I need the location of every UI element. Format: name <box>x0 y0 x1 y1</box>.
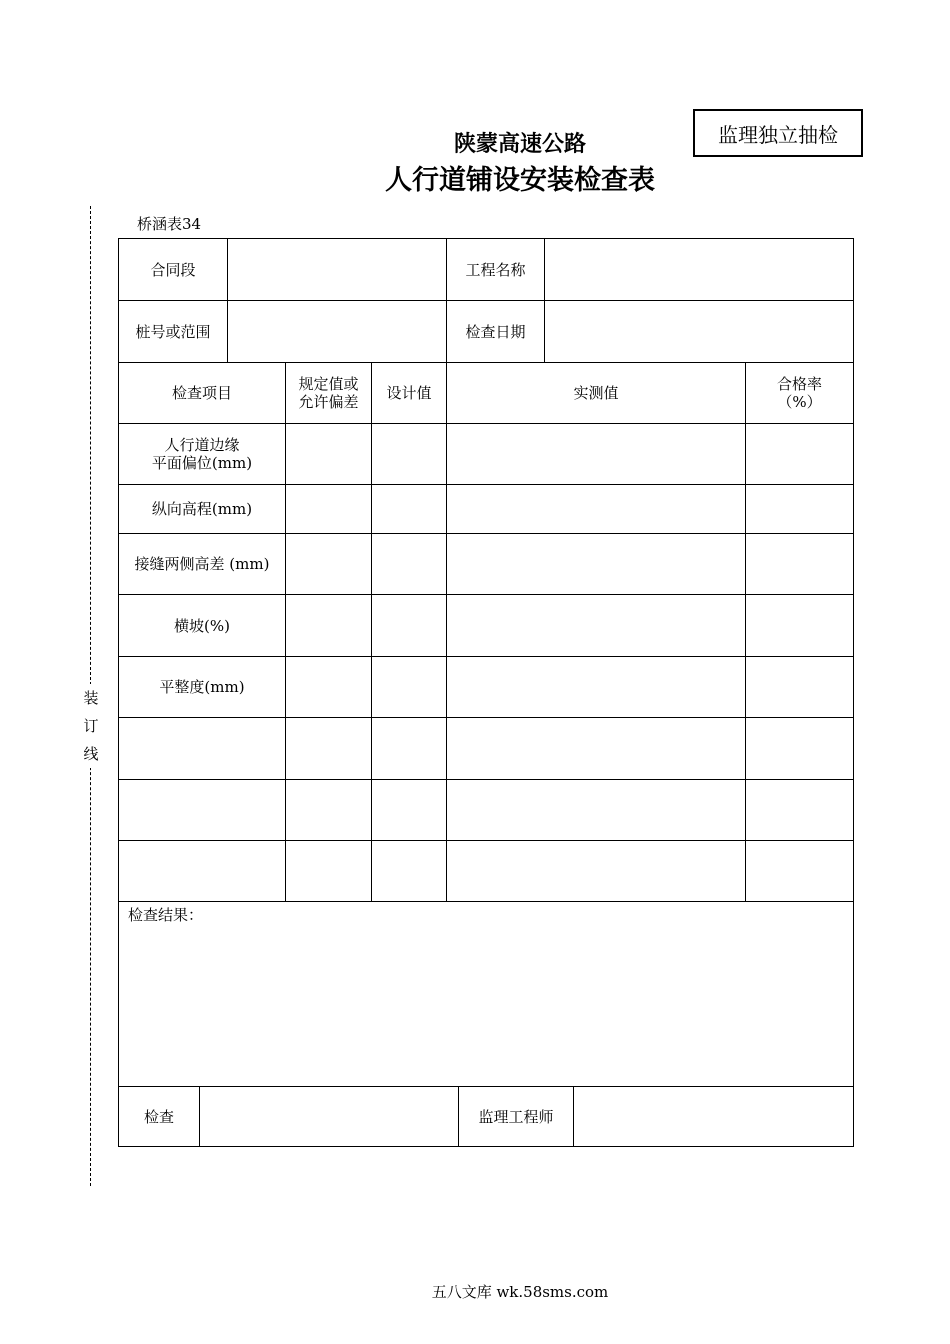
row-item-line1: 平整度(mm) <box>159 678 245 696</box>
row-design[interactable] <box>371 779 446 840</box>
row-tolerance[interactable] <box>285 533 371 594</box>
row-item <box>118 656 285 717</box>
row-design[interactable] <box>371 840 446 901</box>
row-pass-rate[interactable] <box>745 484 853 533</box>
row-pass-rate[interactable] <box>745 423 853 484</box>
row-pass-rate[interactable] <box>745 779 853 840</box>
row-design[interactable] <box>371 594 446 656</box>
contract-label: 合同段 <box>118 238 227 300</box>
inspection-date-field[interactable] <box>544 300 853 362</box>
row-measured[interactable] <box>446 484 745 533</box>
row-tolerance[interactable] <box>285 717 371 779</box>
supervision-stamp: 监理独立抽检 <box>693 109 863 157</box>
row-design[interactable] <box>371 423 446 484</box>
col-header-pass-rate <box>745 362 853 423</box>
table-bottom-border <box>118 1146 854 1147</box>
col-header-tolerance-line2: 允许偏差 <box>298 393 359 411</box>
row-item <box>118 717 285 779</box>
row-measured[interactable] <box>446 717 745 779</box>
row-measured[interactable] <box>446 656 745 717</box>
inspection-date-label: 检查日期 <box>446 300 544 362</box>
row-item <box>118 484 285 533</box>
row-pass-rate[interactable] <box>745 717 853 779</box>
row-tolerance[interactable] <box>285 484 371 533</box>
row-item <box>118 423 285 484</box>
row-item <box>118 594 285 656</box>
col-header-design: 设计值 <box>371 362 446 423</box>
row-item <box>118 779 285 840</box>
row-design[interactable] <box>371 717 446 779</box>
row-item-line2: 平面偏位(mm) <box>151 454 253 472</box>
row-pass-rate[interactable] <box>745 656 853 717</box>
results-label: 检查结果： <box>128 906 204 924</box>
contract-field[interactable] <box>227 238 446 300</box>
col-header-pass-rate-line1: 合格率 <box>776 375 822 393</box>
results-box[interactable] <box>118 901 854 1086</box>
inspector-field[interactable] <box>199 1086 458 1147</box>
project-name-field[interactable] <box>544 238 853 300</box>
col-header-measured: 实测值 <box>446 362 745 423</box>
row-item-line1: 接缝两侧高差 (mm) <box>134 555 270 573</box>
station-field[interactable] <box>227 300 446 362</box>
row-measured[interactable] <box>446 594 745 656</box>
supervisor-field[interactable] <box>573 1086 853 1147</box>
row-pass-rate[interactable] <box>745 840 853 901</box>
row-tolerance[interactable] <box>285 594 371 656</box>
row-item-line1: 纵向高程(mm) <box>151 500 253 518</box>
row-tolerance[interactable] <box>285 656 371 717</box>
row-design[interactable] <box>371 533 446 594</box>
row-measured[interactable] <box>446 779 745 840</box>
row-measured[interactable] <box>446 533 745 594</box>
row-tolerance[interactable] <box>285 423 371 484</box>
title-form: 人行道铺设安装检查表 <box>385 165 655 196</box>
row-item <box>118 840 285 901</box>
row-pass-rate[interactable] <box>745 594 853 656</box>
inspector-label: 检查 <box>118 1086 199 1147</box>
row-item-line1: 人行道边缘 <box>164 436 240 454</box>
project-name-label: 工程名称 <box>446 238 544 300</box>
station-label: 桩号或范围 <box>118 300 227 362</box>
row-item <box>118 533 285 594</box>
row-measured[interactable] <box>446 423 745 484</box>
col-header-tolerance <box>285 362 371 423</box>
binding-label: 装订线 <box>80 684 102 768</box>
title-highway: 陕蒙高速公路 <box>453 132 586 157</box>
col-header-tolerance-line1: 规定值或 <box>298 375 359 393</box>
row-tolerance[interactable] <box>285 779 371 840</box>
supervisor-label: 监理工程师 <box>458 1086 573 1147</box>
row-design[interactable] <box>371 656 446 717</box>
row-item-line1: 横坡(%) <box>174 616 230 635</box>
row-tolerance[interactable] <box>285 840 371 901</box>
col-header-pass-rate-line2: （%） <box>777 393 822 411</box>
footer-watermark: 五八文库 wk.58sms.com <box>431 1283 609 1301</box>
row-design[interactable] <box>371 484 446 533</box>
col-header-item: 检查项目 <box>118 362 285 423</box>
form-code: 桥涵表34 <box>137 215 202 233</box>
row-pass-rate[interactable] <box>745 533 853 594</box>
table-right-border <box>853 238 854 1147</box>
row-measured[interactable] <box>446 840 745 901</box>
